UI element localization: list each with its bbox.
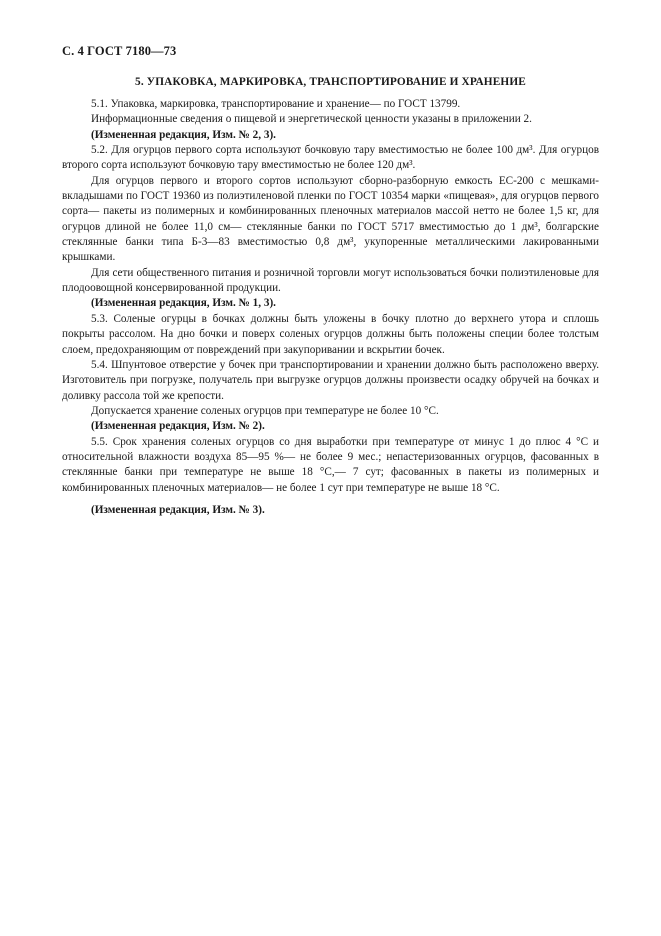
paragraph-5-2: 5.2. Для огурцов первого сорта используют бочковую тару вместимостью не более 100 дм³. Для огурцов второго сорта используют бочковую тару вместимостью не более 120 дм³. [62, 144, 599, 172]
section-title: 5. УПАКОВКА, МАРКИРОВКА, ТРАНСПОРТИРОВАНИЕ И ХРАНЕНИЕ [135, 76, 526, 88]
amendment-note: (Измененная редакция, Изм. № 3). [91, 503, 265, 516]
paragraph-nutrition-info: Информационные сведения о пищевой и энергетической ценности указаны в приложении 2. [91, 113, 532, 126]
paragraph-storage-temp: Допускается хранение соленых огурцов при температуре не более 10 °С. [91, 404, 439, 417]
paragraph-5-3: 5.3. Соленые огурцы в бочках должны быть уложены в бочку плотно до верхнего утора и сплошь покрыты рассолом. На дно бочки и поверх соленых огурцов должны быть положены специи более толстым слоем, предохраняющим от повреждений при закупоривании и вскрытии бочек. [62, 312, 599, 356]
paragraph-5-4: 5.4. Шпунтовое отверстие у бочек при транспортировании и хранении должно быть расположено вверху. Изготовитель при погрузке, получатель при выгрузке огурцов должны произвести осадку обручей на бочках и доливку рассола той же крепости. [62, 358, 599, 402]
page-header: С. 4 ГОСТ 7180—73 [62, 44, 177, 58]
amendment-note: (Измененная редакция, Изм. № 2). [91, 420, 265, 433]
amendment-note: (Измененная редакция, Изм. № 2, 3). [91, 128, 276, 141]
paragraph-containers: Для огурцов первого и второго сортов используют сборно-разборную емкость ЕС-200 с мешками-вкладышами по ГОСТ 19360 из полиэтиленовой пленки по ГОСТ 10354 марки «пищевая», для огурцов первого сорта— пакеты из полимерных и комбинированных пленочных материалов массой нетто не более 1,5 кг, для огурцов длиной не более 11,0 см— стеклянные банки по ГОСТ 5717 вместимостью до 1 дм³, болгарские стеклянные банки типа Б-3—83 вместимостью 0,8 дм³, укупоренные металлическими лакированными крышками. [62, 174, 599, 264]
paragraph-catering: Для сети общественного питания и розничной торговли могут использоваться бочки полиэтиленовые для плодоовощной консервированной продукции. [62, 266, 599, 295]
paragraph-5-5: 5.5. Срок хранения соленых огурцов со дня выработки при температуре от минус 1 до плюс 4 °С и относительной влажности воздуха 85—95 %— не более 9 мес.; непастеризованных огурцов, фасованных в стеклянные банки при температуре не выше 18 °С,— 7 сут; фасованных в пакеты из полимерных и комбинированных пленочных материалов— не более 1 сут при температуре не выше 18 °С. [62, 435, 599, 494]
paragraph-5-1: 5.1. Упаковка, маркировка, транспортирование и хранение— по ГОСТ 13799. [91, 98, 461, 110]
body-text [62, 97, 599, 518]
amendment-note: (Измененная редакция, Изм. № 1, 3). [91, 297, 276, 310]
